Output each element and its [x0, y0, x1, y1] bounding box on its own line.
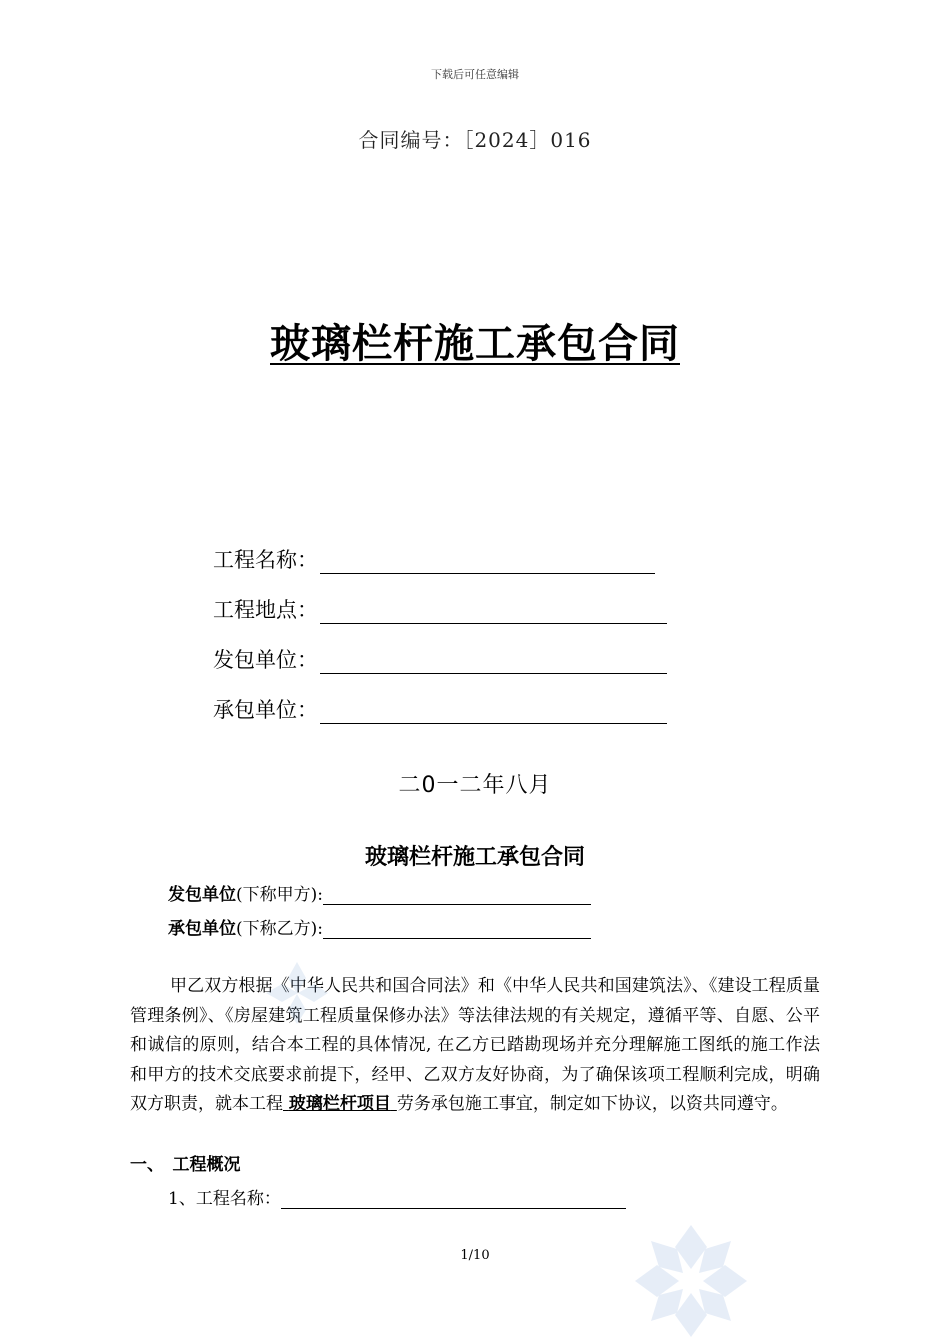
cover-title: [0, 312, 950, 369]
contract-title: 玻璃栏杆施工承包合同: [364, 845, 585, 870]
field-blank-line: [320, 597, 667, 624]
item-blank-line: [281, 1188, 626, 1209]
header-note: 下载后可任意编辑: [431, 68, 519, 81]
section-heading-1: 一、 工程概况: [130, 1155, 241, 1175]
watermark-snowflake-icon: [632, 1222, 750, 1340]
field-label: 发包单位：: [213, 648, 318, 672]
field-label: 承包单位：: [213, 698, 318, 722]
cover-date: 二0一二年八月: [398, 773, 552, 798]
party-a-suffix: (下称甲方):: [236, 885, 323, 905]
preamble-text-2: 劳务承包施工事宜，制定如下协议，以资共同遵守。: [396, 1094, 788, 1114]
field-employer: [213, 644, 667, 676]
field-project-name: [213, 544, 655, 576]
watermark-flower-icon: [262, 958, 332, 1028]
preamble-text-1: 甲乙双方根据《中华人民共和国合同法》和《中华人民共和国建筑法》、《建设工程质量管理条例》、《房屋建筑工程质量保修办法》等法律法规的有关规定，遵循平等、自愿、公平和诚信的原则，结合本工程的具体情况, 在乙方已踏勘现场并充分理解施工图纸的施工作法和甲方的技术交底要求前提下，经甲、乙双方友好协商，为了确保该项工程顺利完成，明确双方职责，就本工程: [130, 976, 820, 1114]
party-a-blank: [323, 884, 591, 905]
field-label: 工程名称：: [213, 548, 318, 572]
item-label: 1、工程名称：: [168, 1189, 281, 1209]
project-name: 玻璃栏杆项目: [288, 1094, 391, 1114]
party-b-suffix: (下称乙方):: [236, 919, 323, 939]
party-b-label: 承包单位: [168, 919, 236, 939]
contract-number: 合同编号：［2024］016: [358, 128, 592, 152]
field-contractor: [213, 694, 667, 726]
party-b-line: [168, 914, 591, 940]
field-project-location: [213, 594, 667, 626]
party-b-blank: [323, 918, 591, 939]
preamble-paragraph: [130, 972, 820, 1120]
field-blank-line: [320, 647, 667, 674]
field-blank-line: [320, 697, 667, 724]
party-a-line: [168, 880, 591, 906]
field-label: 工程地点：: [213, 598, 318, 622]
page-number: 1/10: [460, 1248, 490, 1263]
cover-title-text: 玻璃栏杆施工承包合同: [270, 321, 680, 367]
item-project-name: [168, 1184, 626, 1209]
party-a-label: 发包单位: [168, 885, 236, 905]
project-name-underlined: [283, 1094, 397, 1114]
field-blank-line: [320, 547, 655, 574]
